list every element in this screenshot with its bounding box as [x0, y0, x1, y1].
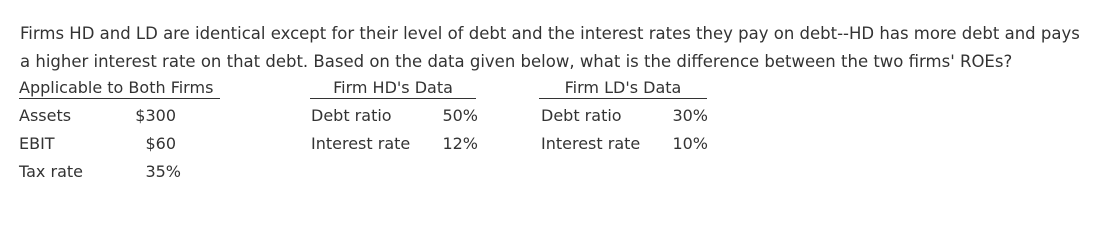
assets-label: Assets — [19, 106, 72, 125]
ebit-label: EBIT — [19, 134, 55, 153]
ebit-value: $60 — [145, 134, 176, 153]
hd-interest-rate-value: 12% — [442, 134, 478, 153]
tax-rate-label: Tax rate — [19, 162, 83, 181]
firm-ld-header: Firm LD's Data — [539, 78, 707, 99]
hd-debt-ratio-value: 50% — [442, 106, 478, 125]
firm-hd-header: Firm HD's Data — [310, 78, 476, 99]
hd-interest-rate-label: Interest rate — [311, 134, 411, 153]
hd-debt-ratio-label: Debt ratio — [311, 106, 392, 125]
question-text: Firms HD and LD are identical except for their level of debt and the interest rates they pay on debt--HD has more debt and pays a higher interest rate on that debt. Based on the data given below, what is the difference between the two firms' ROEs? — [20, 24, 1080, 71]
both-firms-header: Applicable to Both Firms — [19, 78, 220, 99]
ld-interest-rate-value: 10% — [672, 134, 708, 153]
ld-debt-ratio-value: 30% — [672, 106, 708, 125]
assets-value: $300 — [135, 106, 176, 125]
tax-rate-value: 35% — [145, 162, 181, 181]
ld-debt-ratio-label: Debt ratio — [541, 106, 622, 125]
ld-interest-rate-label: Interest rate — [541, 134, 641, 153]
